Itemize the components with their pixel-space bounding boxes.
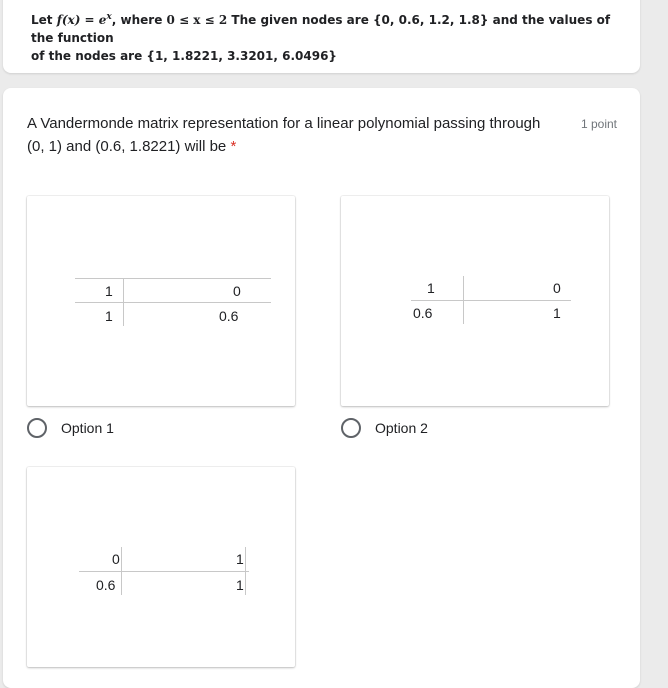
matrix-cell: 0 — [553, 280, 561, 296]
context-line2: of the nodes are {1, 1.8221, 3.3201, 6.0496} — [31, 49, 337, 63]
matrix-cell: 1 — [105, 308, 113, 324]
matrix-cell: 1 — [427, 280, 435, 296]
points-label: 1 point — [580, 117, 617, 131]
matrix-cell: 1 — [105, 283, 113, 299]
domain-range: 0 ≤ x ≤ 2 — [166, 13, 228, 27]
option-2-image — [341, 196, 609, 406]
matrix-cell: 0.6 — [96, 577, 116, 593]
matrix-divider-col — [245, 547, 246, 595]
matrix-divider-row — [79, 571, 249, 572]
question-title — [27, 112, 547, 158]
option-1-radio[interactable] — [27, 418, 47, 438]
context-where: , where — [111, 13, 167, 27]
option-2-label[interactable]: Option 2 — [375, 420, 428, 436]
matrix-cell: 0 — [233, 283, 241, 299]
matrix-cell: 1 — [236, 577, 244, 593]
matrix-divider-top — [75, 278, 271, 279]
option-1-row[interactable] — [27, 418, 114, 438]
function-formula: f(x) = e — [56, 13, 107, 27]
matrix-divider-col — [123, 278, 124, 326]
matrix-divider-row — [411, 300, 571, 301]
matrix-divider-row — [75, 302, 271, 303]
option-2-row[interactable] — [341, 418, 428, 438]
option-2-radio[interactable] — [341, 418, 361, 438]
option-1-label[interactable]: Option 1 — [61, 420, 114, 436]
question-card — [3, 88, 640, 688]
matrix-cell: 1 — [236, 551, 244, 567]
matrix-cell: 0.6 — [219, 308, 239, 324]
required-asterisk: * — [230, 138, 237, 155]
function-exponent: x — [106, 12, 112, 22]
option-1-image — [27, 196, 295, 406]
matrix-cell: 0.6 — [413, 305, 433, 321]
context-text — [31, 8, 631, 65]
matrix-divider-col — [463, 276, 464, 324]
question-text: A Vandermonde matrix representation for a linear polynomial passing through (0, 1) and (0.6, 1.8221) will be — [27, 115, 541, 155]
option-3-image — [27, 467, 295, 667]
context-card — [3, 0, 640, 73]
matrix-cell: 0 — [112, 551, 120, 567]
context-prefix: Let — [31, 13, 57, 27]
context-line1-rest: The given nodes are {0, 0.6, 1.2, 1.8} and the values of the function — [31, 13, 611, 45]
matrix-divider-col — [121, 547, 122, 595]
matrix-cell: 1 — [553, 305, 561, 321]
